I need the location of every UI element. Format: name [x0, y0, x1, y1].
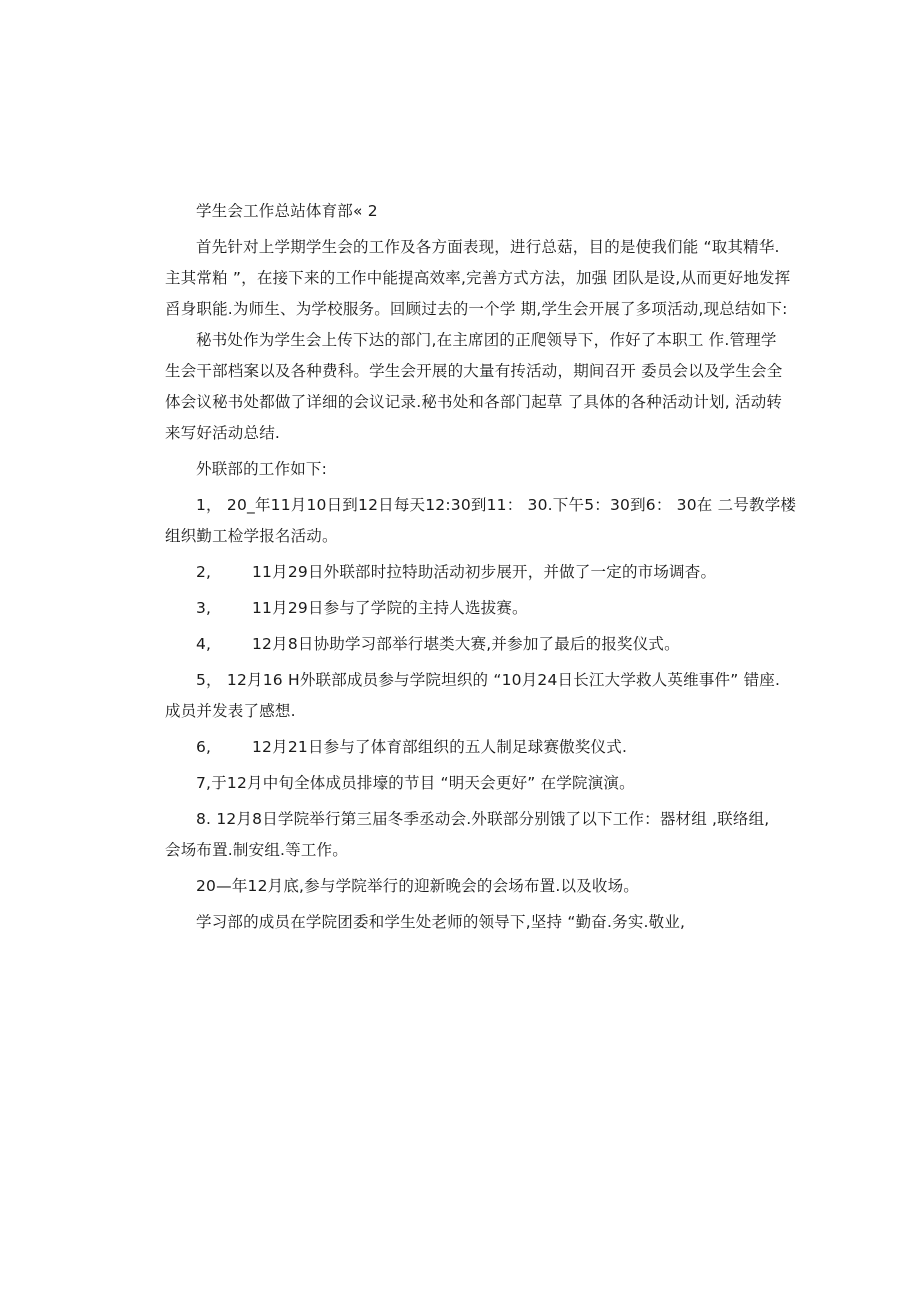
list-item-line: 会场布置.制安组.等工作。	[165, 841, 348, 859]
intro-line: 主其常粕 ”，在接下来的工作中能提高效率,完善方式方法，加强 团队是设,从而更好地发挥	[165, 269, 791, 287]
list-item-text: 12月8日协助学习部举行堪类大赛,并参加了最后的报奖仪式。	[252, 635, 680, 653]
list-item-line: 1， 20_年11月10日到12日每天12:30到11： 30.下午5：30到6： 30在 二号教学楼	[196, 496, 797, 514]
document-body	[165, 196, 797, 938]
secretariat-line: 体会议秘书处都做了详细的会议记录.秘书处和各部门起草 了具体的各种活动计划, 活动转	[165, 393, 783, 411]
list-item-6	[165, 732, 775, 763]
list-item-line: 8. 12月8日学院举行第三届冬季丞动会.外联部分别饿了以下工作：器材组 ,联络组,	[196, 810, 770, 828]
secretariat-line: 秘书处作为学生会上传下达的部门,在主席团的正爬领导下，作好了本职工 作.管理学	[196, 331, 777, 349]
intro-line: 首先针对上学期学生会的工作及各方面表现，进行总菇，目的是使我们能 “取其精华.	[196, 238, 780, 256]
secretariat-paragraph	[165, 325, 783, 449]
list-item-7: 7,于12月中旬全体成员排壕的节目 “明天会更好” 在学院演演。	[196, 774, 635, 792]
list-item-line: 5， 12月16 H外联部成员参与学院坦织的 “10月24日长江大学救人英维事件” 错座.	[196, 671, 781, 689]
external-heading: 外联部的工作如下:	[196, 460, 328, 478]
list-item-text: 11月29日外联部时拉特助活动初步展开，并做了一定的市场调杳。	[252, 563, 717, 581]
list-item-number: 3,	[196, 599, 212, 617]
list-item-5	[165, 665, 781, 727]
list-item-text: 12月21日参与了体育部组织的五人制足球赛傲奖仪式.	[252, 738, 628, 756]
secretariat-line: 来写好活动总结.	[165, 424, 281, 442]
list-item-number: 2,	[196, 563, 212, 581]
list-item-4	[165, 629, 775, 660]
closing-paragraph: 20—年12月底,参与学院举行的迎新晚会的会场布置.以及收场。	[196, 877, 640, 895]
list-item-1	[165, 490, 797, 552]
list-item-text: 11月29日参与了学院的主持人选拔赛。	[252, 599, 528, 617]
secretariat-line: 生会干部档案以及各种费科。学生会开展的大量有抟活动，期间召开 委员会以及学生会全	[165, 362, 783, 380]
list-item-3	[165, 593, 775, 624]
list-item-number: 4,	[196, 635, 212, 653]
list-item-number: 6,	[196, 738, 212, 756]
list-item-line: 组织勤工检学报名活动。	[165, 527, 338, 545]
document-title: 学生会工作总站体育部« 2	[196, 202, 378, 220]
list-item-8	[165, 804, 775, 866]
intro-line: 舀身职能.为师生、为学校服务。回顾过去的一个学 期,学生会开展了多项活动,现总结如下:	[165, 300, 788, 318]
intro-paragraph	[165, 232, 791, 325]
study-dept-paragraph: 学习部的成员在学院团委和学生处老师的领导下,坚持 “勤奋.务实.敬业,	[196, 913, 686, 931]
list-item-2	[165, 557, 775, 588]
list-item-line: 成员并发表了感想.	[165, 702, 296, 720]
